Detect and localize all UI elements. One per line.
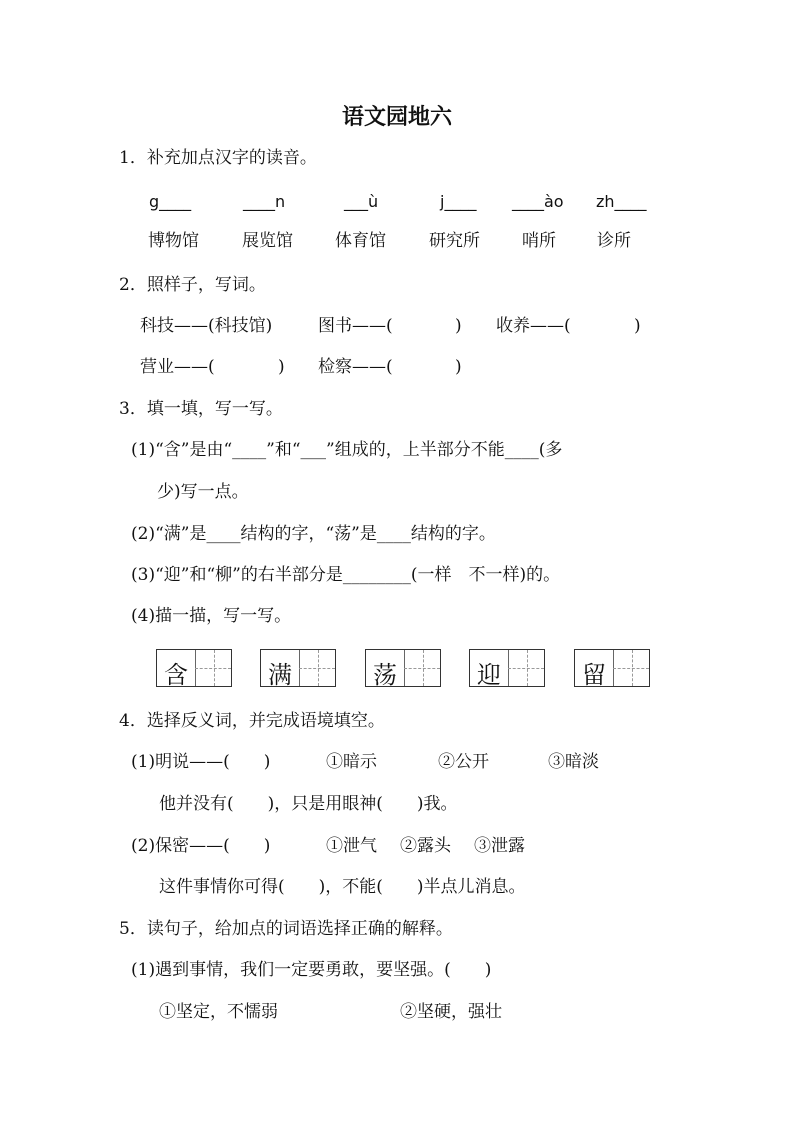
q2-item-3-left: 营业——( <box>140 357 215 377</box>
word-6: 诊所 <box>597 231 631 251</box>
q5-part1: (1)遇到事情，我们一定要勇敢，要坚强。( ) <box>131 960 492 980</box>
word-3: 体育馆 <box>335 231 386 251</box>
q4-part1-sentence: 他并没有( )，只是用眼神( )我。 <box>159 794 458 814</box>
q2-item-4-right: ) <box>455 357 462 377</box>
pinyin-blank-3: ___ù <box>344 192 379 211</box>
practice-grid-3[interactable] <box>365 649 441 687</box>
q4-heading: 4．选择反义词，并完成语境填空。 <box>119 711 385 731</box>
q2-item-2-left: 收养——( <box>496 316 571 336</box>
q3-part2: (2)“满”是____结构的字，“荡”是____结构的字。 <box>131 524 496 544</box>
pinyin-blank-4: j____ <box>440 192 477 211</box>
q5-option-2: ②坚硬，强壮 <box>400 1002 502 1022</box>
pinyin-blank-5: ____ào <box>512 192 564 211</box>
trace-char: 迎 <box>477 661 501 689</box>
practice-grid-1[interactable] <box>156 649 232 687</box>
pinyin-blank-1: g____ <box>149 192 192 211</box>
q4-part1-option-1: ①暗示 <box>326 752 377 772</box>
q2-item-1-left: 图书——( <box>318 316 393 336</box>
q5-heading: 5．读句子，给加点的词语选择正确的解释。 <box>119 919 453 939</box>
trace-char: 满 <box>268 661 292 689</box>
word-1: 博物馆 <box>148 231 199 251</box>
page-title: 语文园地六 <box>341 105 452 130</box>
q2-item-3-right: ) <box>278 357 285 377</box>
word-2: 展览馆 <box>242 231 293 251</box>
q4-part2-sentence: 这件事情你可得( )，不能( )半点儿消息。 <box>159 877 526 897</box>
q4-part1-label: (1)明说——( ) <box>131 752 271 772</box>
practice-grid-5[interactable] <box>574 649 650 687</box>
q3-part1: (1)“含”是由“____”和“___”组成的，上半部分不能____(多 <box>131 440 563 460</box>
word-5: 哨所 <box>522 231 556 251</box>
q4-part2-option-2: ②露头 <box>400 836 451 856</box>
word-4: 研究所 <box>429 231 480 251</box>
q4-part1-option-3: ③暗淡 <box>548 752 599 772</box>
q4-part2-option-1: ①泄气 <box>326 836 377 856</box>
pinyin-blank-2: ____n <box>243 192 286 211</box>
q4-part2-label: (2)保密——( ) <box>131 836 271 856</box>
practice-grid-4[interactable] <box>469 649 545 687</box>
q2-example: 科技——(科技馆) <box>140 316 273 336</box>
q4-part2-option-3: ③泄露 <box>474 836 525 856</box>
q4-part1-option-2: ②公开 <box>438 752 489 772</box>
q3-part1-continued: 少)写一点。 <box>157 482 249 502</box>
q1-heading: 1．补充加点汉字的读音。 <box>119 148 317 168</box>
q3-heading: 3．填一填，写一写。 <box>119 399 283 419</box>
q2-item-2-right: ) <box>634 316 641 336</box>
q3-part3: (3)“迎”和“柳”的右半部分是________(一样 不一样)的。 <box>131 565 561 585</box>
trace-char: 留 <box>582 661 606 689</box>
q3-part4: (4)描一描，写一写。 <box>131 606 292 626</box>
q2-heading: 2．照样子，写词。 <box>119 275 266 295</box>
practice-grid-2[interactable] <box>260 649 336 687</box>
q2-item-4-left: 检察——( <box>318 357 393 377</box>
q2-item-1-right: ) <box>455 316 462 336</box>
pinyin-blank-6: zh____ <box>596 192 647 211</box>
trace-char: 荡 <box>373 661 397 689</box>
trace-char: 含 <box>164 661 188 689</box>
q5-option-1: ①坚定，不懦弱 <box>159 1002 278 1022</box>
